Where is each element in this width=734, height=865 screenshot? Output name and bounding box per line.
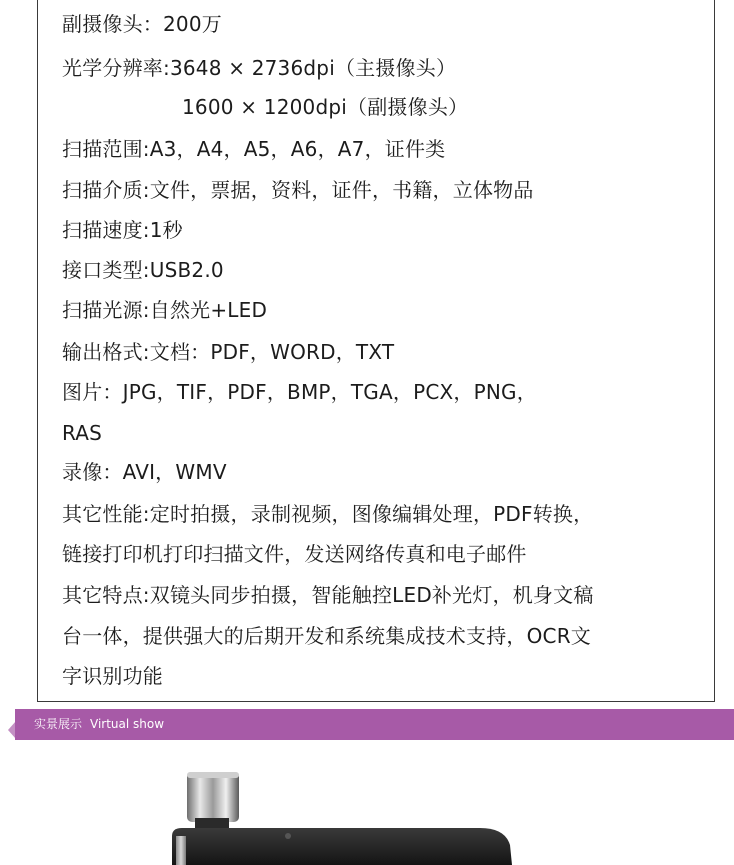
spec-line-image-formats: 图片：JPG，TIF，PDF，BMP，TGA，PCX，PNG， (62, 380, 537, 404)
banner-title-cn: 实景展示 (34, 717, 83, 731)
banner-title (34, 716, 164, 732)
document-scanner-image (0, 740, 734, 865)
banner-title-en: Virtual show (90, 717, 165, 731)
spec-line-other-features-cont: 台一体，提供强大的后期开发和系统集成技术支持，OCR文 (62, 624, 592, 648)
spec-line-other-functions: 其它性能:定时拍摄，录制视频，图像编辑处理，PDF转换， (62, 502, 594, 526)
spec-line-other-functions-cont: 链接打印机打印扫描文件，发送网络传真和电子邮件 (62, 542, 527, 566)
spec-line-other-features: 其它特点:双镜头同步拍摄，智能触控LED补光灯，机身文稿 (62, 583, 594, 607)
spec-line-other-features-end: 字识别功能 (62, 664, 163, 688)
spec-line-resolution-secondary: 1600 × 1200dpi（副摄像头） (182, 95, 469, 119)
spec-line-image-formats-cont: RAS (62, 421, 103, 445)
spec-line-secondary-camera: 副摄像头：200万 (62, 12, 222, 36)
spec-line-scan-speed: 扫描速度:1秒 (62, 218, 183, 242)
spec-line-light-source: 扫描光源:自然光+LED (62, 298, 268, 322)
spec-line-scan-media: 扫描介质:文件，票据，资料，证件，书籍，立体物品 (62, 178, 534, 202)
spec-line-scan-range: 扫描范围:A3，A4，A5，A6，A7，证件类 (62, 137, 446, 161)
scanner-arm (172, 828, 512, 865)
spec-line-video-formats: 录像：AVI，WMV (62, 460, 227, 484)
spec-line-optical-resolution: 光学分辨率:3648 × 2736dpi（主摄像头） (62, 56, 457, 80)
scanner-knob (187, 772, 239, 830)
spec-line-output-format: 输出格式:文档：PDF，WORD，TXT (62, 340, 395, 364)
spec-line-interface: 接口类型:USB2.0 (62, 258, 224, 282)
